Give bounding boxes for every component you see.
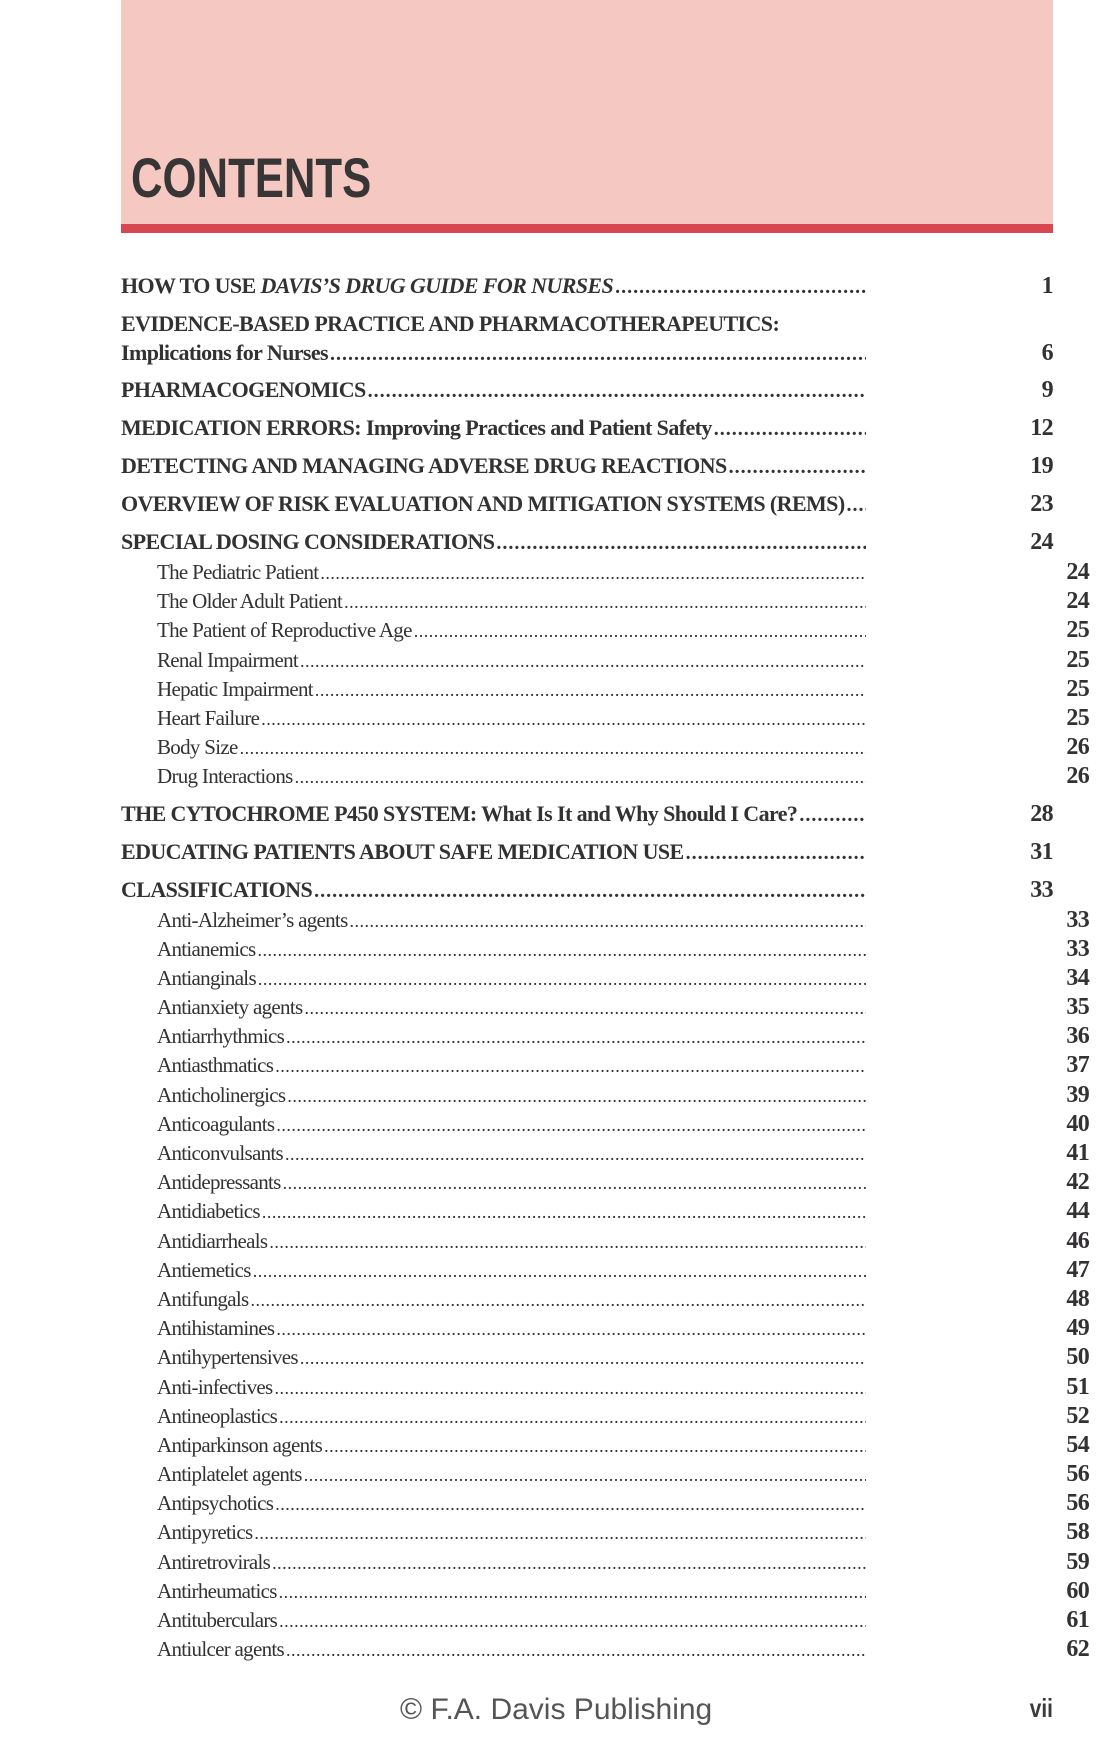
toc-subentry[interactable]: [121, 1519, 1089, 1548]
toc-subentry-page: 35: [1066, 994, 1089, 1021]
toc-subentry[interactable]: [121, 617, 1089, 646]
toc-subentry-label: Antineoplastics: [157, 1403, 278, 1428]
toc-subentry-label: Antihypertensives: [157, 1345, 298, 1370]
toc-subentry[interactable]: [121, 763, 1089, 792]
toc-entry-label-line2: Implications for Nurses: [121, 340, 329, 365]
toc-subentry-label: Antidiabetics: [157, 1199, 260, 1224]
toc-subentry-label: Anticholinergics: [157, 1082, 286, 1107]
toc-entry-cytochrome-p450[interactable]: [121, 801, 1053, 839]
leader-dots: [320, 563, 866, 584]
toc-subentry-page: 48: [1066, 1285, 1089, 1312]
toc-subentry-page: 56: [1066, 1461, 1089, 1488]
toc-entry-evidence-based-practice[interactable]: [121, 311, 1053, 377]
leader-dots: [324, 1436, 866, 1457]
leader-dots: [304, 998, 866, 1019]
leader-dots: [276, 1319, 866, 1340]
leader-dots: [729, 456, 866, 479]
toc-subentry-label: Anticoagulants: [157, 1111, 275, 1136]
toc-subentry-page: 25: [1066, 675, 1089, 702]
toc-subentry-label: Anti-Alzheimer’s agents: [157, 907, 348, 932]
leader-dots: [368, 380, 866, 403]
toc-subentry[interactable]: [121, 936, 1089, 965]
toc-subentry-label: Antianemics: [157, 936, 256, 961]
toc-entry-rems[interactable]: [121, 491, 1053, 529]
leader-dots: [350, 911, 866, 932]
toc-subentry-label: Antipyretics: [157, 1520, 253, 1545]
toc-entry-label: DETECTING AND MANAGING ADVERSE DRUG REACTIONS: [121, 453, 727, 478]
toc-subentry[interactable]: [121, 1315, 1089, 1344]
toc-entry-page: 1: [1041, 273, 1053, 299]
toc-subentry[interactable]: [121, 705, 1089, 734]
toc-subentry[interactable]: [121, 1607, 1089, 1636]
toc-subentry[interactable]: [121, 1286, 1089, 1315]
special-dosing-subentries: [121, 559, 1089, 793]
toc-subentry-label: Antirheumatics: [157, 1578, 277, 1603]
toc-entry-page: 24: [1030, 529, 1053, 555]
toc-subentry-page: 33: [1066, 935, 1089, 962]
toc-subentry-page: 24: [1066, 559, 1089, 585]
toc-subentry-page: 41: [1066, 1140, 1089, 1166]
toc-entry-page: 19: [1030, 453, 1053, 479]
toc-subentry-label: Antiasthmatics: [157, 1053, 274, 1078]
toc-subentry[interactable]: [121, 734, 1089, 763]
toc-subentry[interactable]: [121, 1374, 1089, 1403]
toc-subentry[interactable]: [121, 1578, 1089, 1607]
toc-subentry-page: 25: [1066, 646, 1089, 673]
leader-dots: [344, 592, 866, 613]
leader-dots: [250, 1290, 866, 1311]
toc-entry-educating-patients[interactable]: [121, 839, 1053, 877]
toc-subentry-label: Antiulcer agents: [157, 1637, 285, 1662]
leader-dots: [253, 1261, 866, 1282]
toc-entry-pharmacogenomics[interactable]: [121, 377, 1053, 415]
toc-subentry-page: 50: [1066, 1344, 1089, 1371]
page-number: vii: [1029, 1693, 1053, 1723]
toc-subentry-page: 51: [1066, 1373, 1089, 1400]
leader-dots: [254, 1523, 866, 1544]
leader-dots: [269, 1232, 866, 1253]
toc-subentry[interactable]: [121, 676, 1089, 705]
leader-dots: [285, 1144, 866, 1165]
leader-dots: [295, 767, 866, 788]
toc-subentry-page: 34: [1066, 964, 1089, 991]
toc-subentry-page: 49: [1066, 1315, 1089, 1342]
leader-dots: [276, 1115, 866, 1136]
toc-subentry-label: Renal Impairment: [157, 647, 298, 672]
leader-dots: [799, 804, 866, 827]
leader-dots: [304, 1465, 866, 1486]
leader-dots: [300, 1348, 866, 1369]
leader-dots: [274, 1378, 866, 1399]
toc-subentry-page: 46: [1066, 1227, 1089, 1254]
toc-subentry-page: 39: [1066, 1081, 1089, 1108]
toc-entry-label: SPECIAL DOSING CONSIDERATIONS: [121, 529, 495, 554]
toc-subentry[interactable]: [121, 1198, 1089, 1227]
toc-subentry[interactable]: [121, 1169, 1089, 1198]
leader-dots: [496, 532, 866, 555]
toc-subentry-label: Antianginals: [157, 965, 256, 990]
toc-subentry-label: Antifungals: [157, 1286, 249, 1311]
leader-dots: [279, 1407, 866, 1428]
toc-subentry[interactable]: [121, 1344, 1089, 1373]
toc-subentry[interactable]: [121, 1636, 1089, 1665]
toc-subentry-page: 56: [1066, 1490, 1089, 1517]
leader-dots: [615, 276, 866, 299]
leader-dots: [275, 1056, 866, 1077]
toc-subentry[interactable]: [121, 1023, 1089, 1052]
classification-subentries: [121, 906, 1089, 1666]
toc-subentry-page: 59: [1066, 1548, 1089, 1575]
toc-subentry-page: 25: [1066, 704, 1089, 731]
toc-subentry-label: Antihistamines: [157, 1316, 275, 1341]
toc-subentry-page: 24: [1066, 588, 1089, 615]
toc-entry-adverse-drug-reactions[interactable]: [121, 453, 1053, 491]
leader-dots: [262, 1202, 866, 1223]
toc-subentry[interactable]: [121, 907, 1089, 936]
toc-entry-classifications[interactable]: [121, 877, 1053, 907]
toc-subentry-page: 36: [1066, 1023, 1089, 1050]
toc-subentry-label: Antidiarrheals: [157, 1228, 268, 1253]
toc-subentry-label: Hepatic Impairment: [157, 676, 313, 701]
leader-dots: [272, 1553, 866, 1574]
toc-entry-page: 31: [1030, 838, 1053, 865]
leader-dots: [275, 1494, 866, 1515]
toc-subentry-label: Heart Failure: [157, 705, 260, 730]
toc-entry-label: HOW TO USE DAVIS’S DRUG GUIDE FOR NURSES: [121, 273, 614, 298]
toc-subentry-page: 37: [1066, 1052, 1089, 1079]
leader-dots: [279, 1582, 866, 1603]
toc-subentry-page: 62: [1066, 1636, 1089, 1663]
toc-entry-label-line1: EVIDENCE-BASED PRACTICE AND PHARMACOTHERAPEUTICS:: [121, 311, 780, 336]
toc-subentry-page: 60: [1066, 1577, 1089, 1604]
toc-subentry-page: 33: [1066, 906, 1089, 933]
toc-entry-page: 33: [1030, 876, 1053, 903]
leader-dots: [315, 680, 866, 701]
toc-subentry[interactable]: [121, 1228, 1089, 1257]
toc-entry-how-to-use[interactable]: [121, 273, 1053, 311]
leader-dots: [300, 651, 866, 672]
toc-subentry[interactable]: [121, 1432, 1089, 1461]
leader-dots: [330, 343, 866, 366]
toc-subentry-label: Anti-infectives: [157, 1374, 273, 1399]
toc-subentry-label: Antidepressants: [157, 1170, 281, 1195]
toc-subentry-label: Antiplatelet agents: [157, 1462, 302, 1487]
toc-entry-label: PHARMACOGENOMICS: [121, 377, 366, 402]
toc-entry-special-dosing[interactable]: [121, 529, 1053, 559]
leader-dots: [714, 418, 866, 441]
toc-subentry[interactable]: [121, 1052, 1089, 1081]
toc-subentry[interactable]: [121, 588, 1089, 617]
toc-entry-page: 23: [1030, 491, 1053, 517]
toc-entry-page: 12: [1030, 415, 1053, 441]
leader-dots: [286, 1640, 866, 1661]
toc-subentry[interactable]: [121, 1082, 1089, 1111]
toc-subentry[interactable]: [121, 1549, 1089, 1578]
toc-subentry-page: 40: [1066, 1110, 1089, 1137]
toc-subentry-label: Antiparkinson agents: [157, 1432, 323, 1457]
table-of-contents: [121, 273, 1089, 1665]
toc-entry-label: THE CYTOCHROME P450 SYSTEM: What Is It and Why Should I Care?: [121, 800, 798, 826]
leader-dots: [314, 880, 866, 903]
toc-subentry-page: 47: [1066, 1256, 1089, 1283]
leader-dots: [258, 969, 866, 990]
leader-dots: [279, 1611, 866, 1632]
toc-subentry-label: Drug Interactions: [157, 764, 293, 789]
toc-subentry-label: Antipsychotics: [157, 1491, 274, 1516]
toc-subentry[interactable]: [121, 994, 1089, 1023]
toc-subentry[interactable]: [121, 647, 1089, 676]
toc-subentry-label: Antituberculars: [157, 1608, 278, 1632]
toc-subentry[interactable]: [121, 1257, 1089, 1286]
toc-entry-label: CLASSIFICATIONS: [121, 876, 313, 902]
header-rule: [121, 224, 1053, 233]
toc-entry-page: 28: [1030, 800, 1053, 827]
toc-subentry-page: 58: [1066, 1519, 1089, 1546]
leader-dots: [283, 1173, 866, 1194]
leader-dots: [261, 709, 866, 730]
toc-subentry-page: 26: [1066, 763, 1089, 790]
toc-subentry-page: 54: [1066, 1431, 1089, 1458]
toc-subentry-page: 42: [1066, 1169, 1089, 1196]
toc-subentry-label: Anticonvulsants: [157, 1141, 283, 1165]
toc-subentry[interactable]: [121, 1403, 1089, 1432]
toc-subentry-label: The Pediatric Patient: [157, 560, 319, 584]
toc-entry-label: OVERVIEW OF RISK EVALUATION AND MITIGATION SYSTEMS (REMS): [121, 491, 845, 516]
toc-subentry-label: Antianxiety agents: [157, 995, 303, 1020]
toc-subentry[interactable]: [121, 1461, 1089, 1490]
leader-dots: [847, 494, 866, 517]
toc-entry-label: EDUCATING PATIENTS ABOUT SAFE MEDICATION USE: [121, 838, 684, 864]
leader-dots: [257, 940, 866, 961]
toc-subentry-label: The Patient of Reproductive Age: [157, 618, 412, 643]
copyright-notice: © F.A. Davis Publishing: [400, 1693, 713, 1726]
toc-subentry-label: Antiemetics: [157, 1257, 251, 1282]
leader-dots: [414, 621, 866, 642]
toc-subentry-page: 44: [1066, 1198, 1089, 1225]
toc-subentry-page: 52: [1066, 1402, 1089, 1429]
toc-subentry[interactable]: [121, 559, 1089, 588]
toc-subentry-label: Body Size: [157, 735, 238, 760]
leader-dots: [287, 1086, 866, 1107]
toc-subentry-label: Antiarrhythmics: [157, 1024, 285, 1049]
toc-subentry[interactable]: [121, 1140, 1089, 1169]
toc-subentry-page: 26: [1066, 734, 1089, 761]
toc-subentry-label: Antiretrovirals: [157, 1549, 271, 1574]
page-title: CONTENTS: [131, 146, 372, 209]
toc-subentry[interactable]: [121, 1111, 1089, 1140]
leader-dots: [286, 1027, 866, 1048]
leader-dots: [686, 842, 866, 865]
toc-subentry-page: 25: [1066, 617, 1089, 644]
toc-entry-label: MEDICATION ERRORS: Improving Practices and Patient Safety: [121, 415, 712, 440]
toc-subentry[interactable]: [121, 965, 1089, 994]
toc-subentry[interactable]: [121, 1490, 1089, 1519]
toc-entry-medication-errors[interactable]: [121, 415, 1053, 453]
toc-entry-page: 6: [1041, 340, 1053, 366]
toc-subentry-label: The Older Adult Patient: [157, 589, 343, 614]
toc-subentry-page: 61: [1066, 1607, 1089, 1633]
toc-entry-page: 9: [1041, 377, 1053, 403]
leader-dots: [240, 738, 866, 759]
